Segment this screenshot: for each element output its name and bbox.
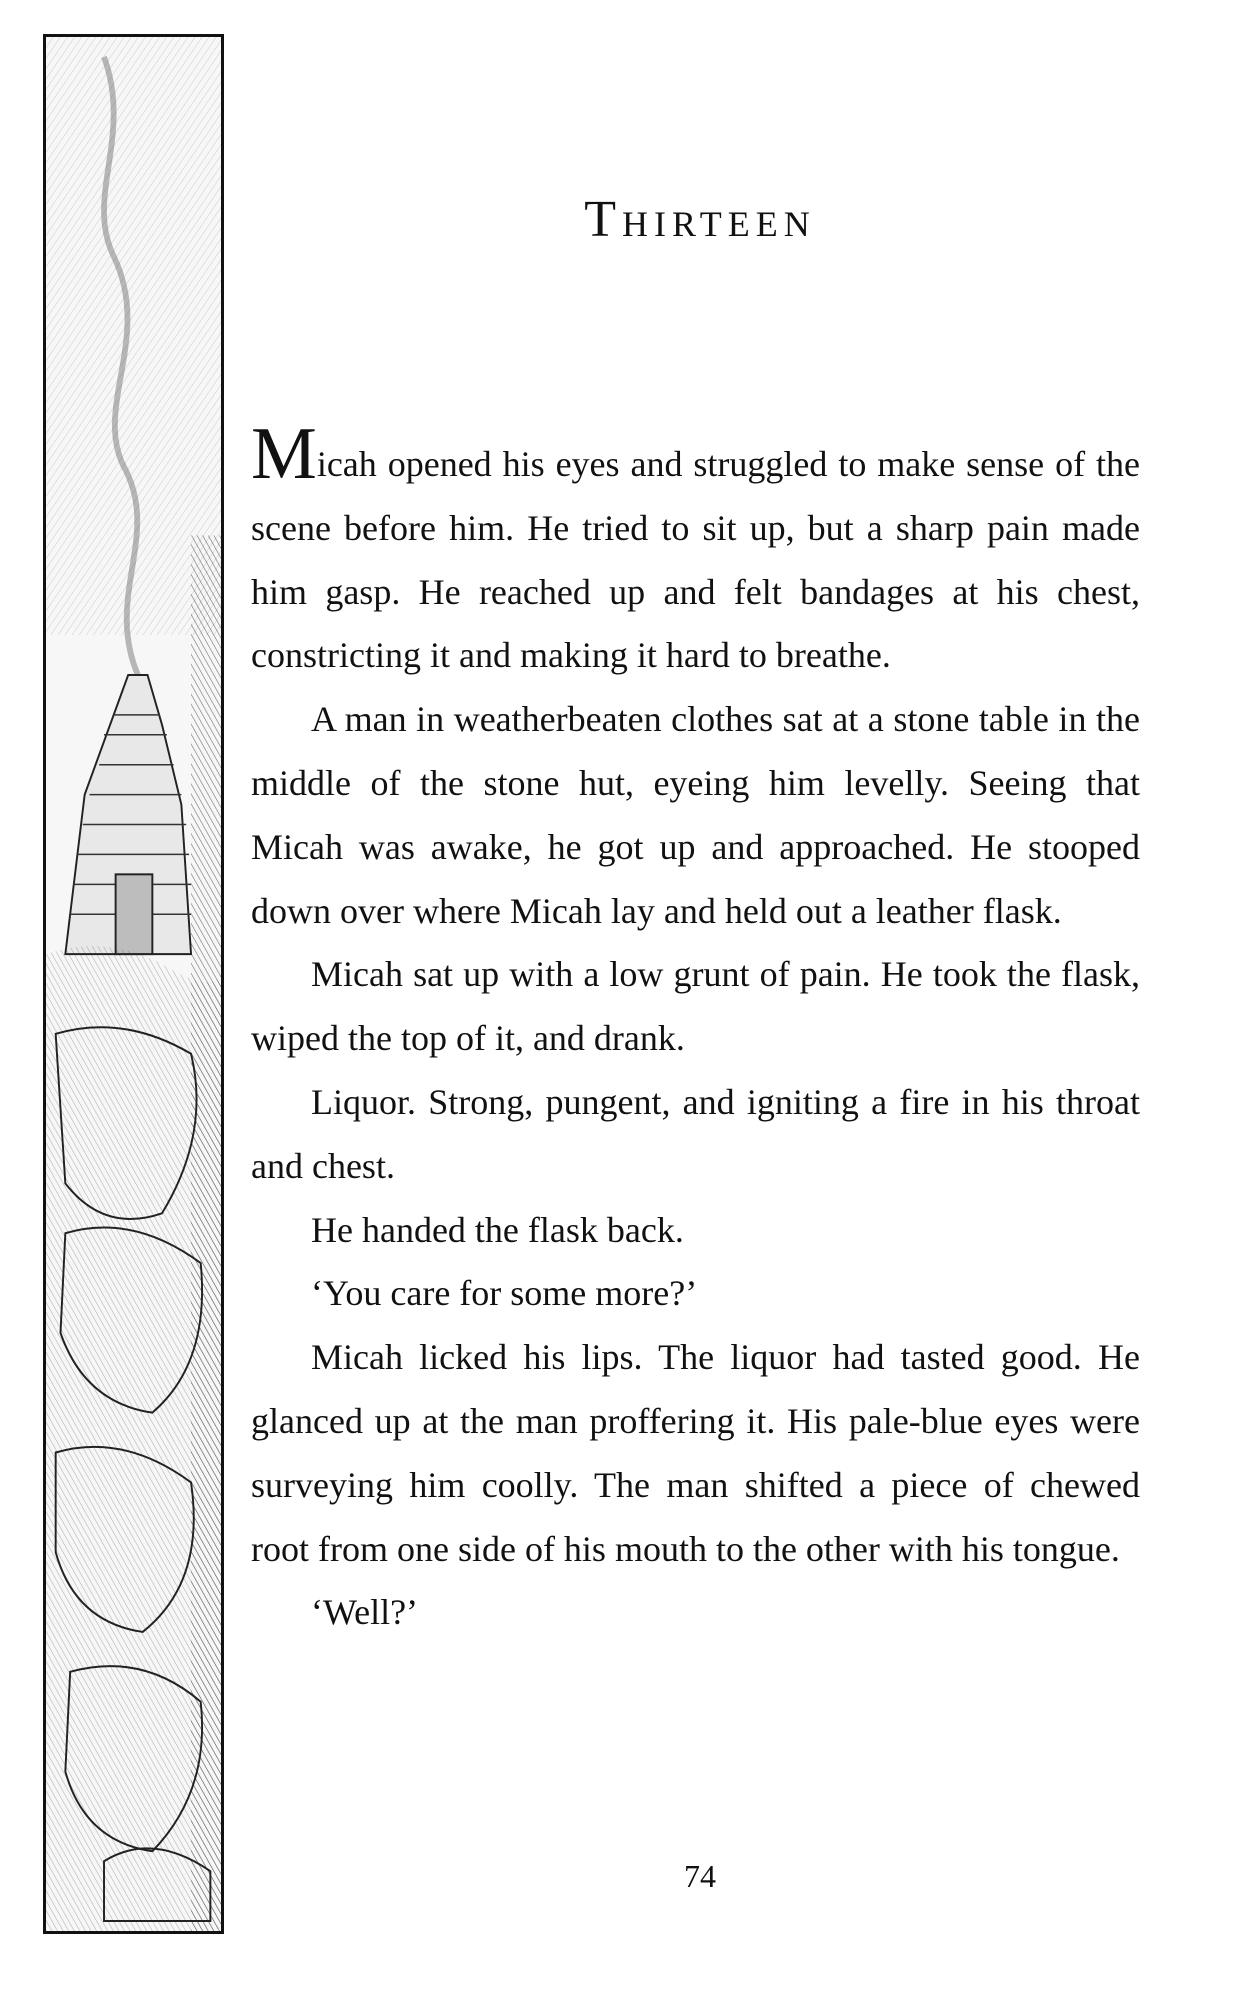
illustration-drawing xyxy=(46,37,221,1931)
paragraph: A man in weatherbeaten clothes sat at a stone table in the middle of the stone hut, eyeing him levelly. Seeing that Micah was awake, he got up and approached. He stooped down over where Micah lay and held out a leather flask. xyxy=(251,699,1140,931)
chapter-title: Thirteen xyxy=(584,191,816,248)
paragraph: Liquor. Strong, pungent, and igniting a fire in his throat and chest. xyxy=(251,1081,1140,1186)
drop-initial: M xyxy=(251,413,317,495)
paragraph: ‘You care for some more?’ xyxy=(311,1273,698,1314)
paragraph: Micah licked his lips. The liquor had tasted good. He glanced up at the man proffering it. His pale-blue eyes were surveying him coolly. The man shifted a piece of chewed root from one side of his mouth to the other with his tongue. xyxy=(251,1337,1140,1569)
chapter-body xyxy=(251,413,1140,1645)
paragraph xyxy=(251,413,1140,688)
stone-hut-cliff-illustration xyxy=(43,34,224,1934)
paragraph: He handed the flask back. xyxy=(311,1209,684,1250)
paragraph: ‘Well?’ xyxy=(311,1592,419,1633)
paragraph: Micah sat up with a low grunt of pain. He took the flask, wiped the top of it, and drank. xyxy=(251,954,1140,1059)
page-number: 74 xyxy=(684,1858,716,1894)
paragraph-text: icah opened his eyes and struggled to make sense of the scene before him. He tried to sit up, but a sharp pain made him gasp. He reached up and felt bandages at his chest, constricting it and making it hard to breathe. xyxy=(251,444,1140,676)
